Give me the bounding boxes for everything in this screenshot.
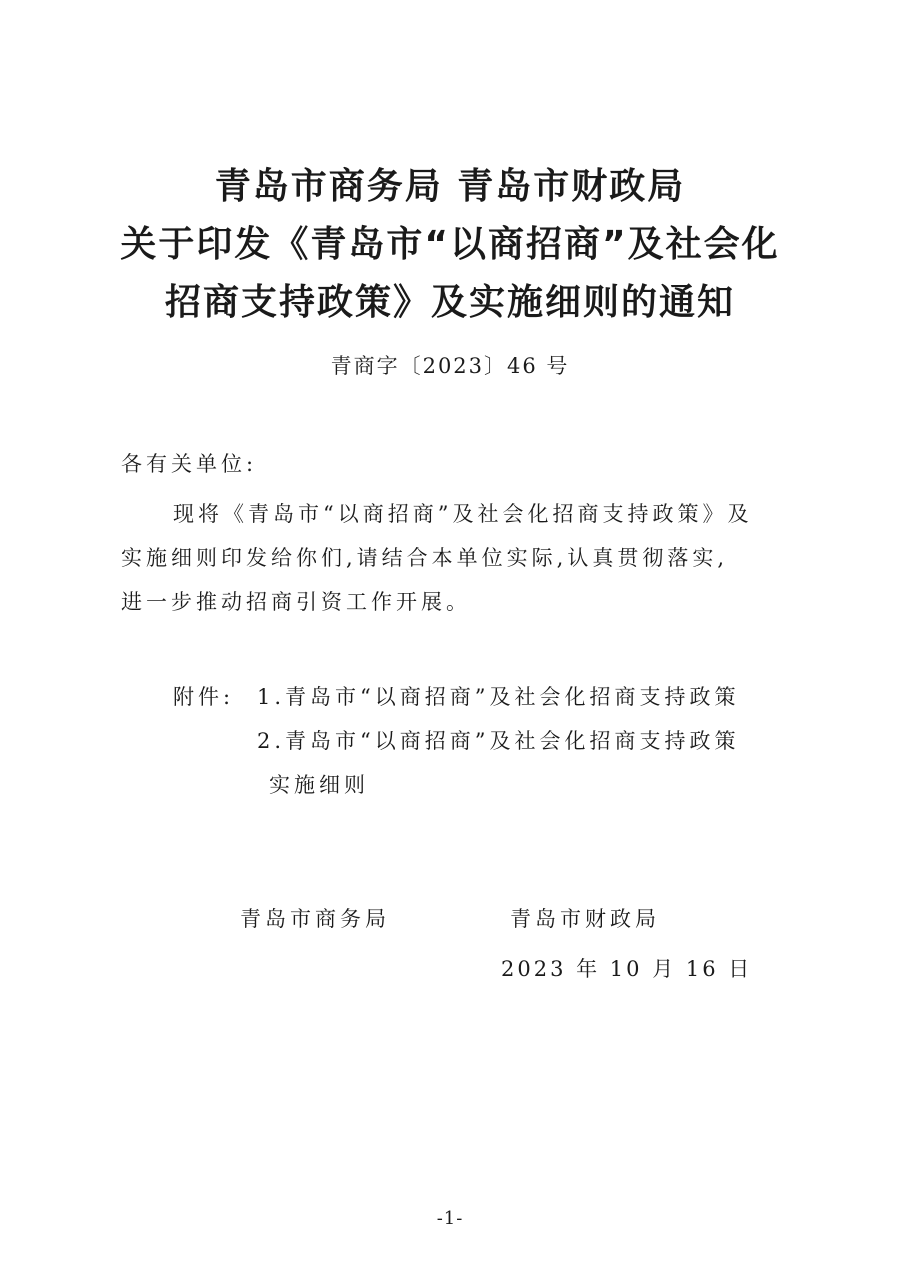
attachment-row-1 bbox=[173, 675, 740, 719]
body-paragraph bbox=[121, 492, 791, 624]
signatory-commerce-bureau: 青岛市商务局 bbox=[240, 907, 390, 931]
salutation: 各有关单位: bbox=[121, 452, 258, 476]
title-line-3: 招商支持政策》及实施细则的通知 bbox=[164, 282, 735, 323]
attachments-label: 附件: bbox=[173, 685, 235, 709]
paragraph-line-1: 现将《青岛市“以商招商”及社会化招商支持政策》及 bbox=[173, 502, 753, 526]
attachment-row-2 bbox=[173, 719, 740, 763]
attachment-item-2: 2.青岛市“以商招商”及社会化招商支持政策 bbox=[257, 729, 740, 753]
document-title bbox=[0, 158, 900, 332]
issue-date: 2023 年 10 月 16 日 bbox=[501, 957, 753, 981]
page-number: -1- bbox=[436, 1208, 464, 1229]
attachment-item-2-continuation: 实施细则 bbox=[269, 773, 369, 797]
title-line-1: 青岛市商务局 青岛市财政局 bbox=[214, 166, 686, 207]
document-number: 青商字〔2023〕46 号 bbox=[330, 354, 570, 378]
attachment-row-3 bbox=[173, 763, 740, 807]
attachment-item-1: 1.青岛市“以商招商”及社会化招商支持政策 bbox=[257, 685, 740, 709]
attachments-block bbox=[173, 675, 740, 807]
paragraph-line-3: 进一步推动招商引资工作开展。 bbox=[121, 590, 471, 614]
paragraph-line-2: 实施细则印发给你们,请结合本单位实际,认真贯彻落实, bbox=[121, 546, 729, 570]
title-line-2: 关于印发《青岛市“以商招商”及社会化 bbox=[120, 224, 780, 265]
signatory-finance-bureau: 青岛市财政局 bbox=[510, 907, 660, 931]
